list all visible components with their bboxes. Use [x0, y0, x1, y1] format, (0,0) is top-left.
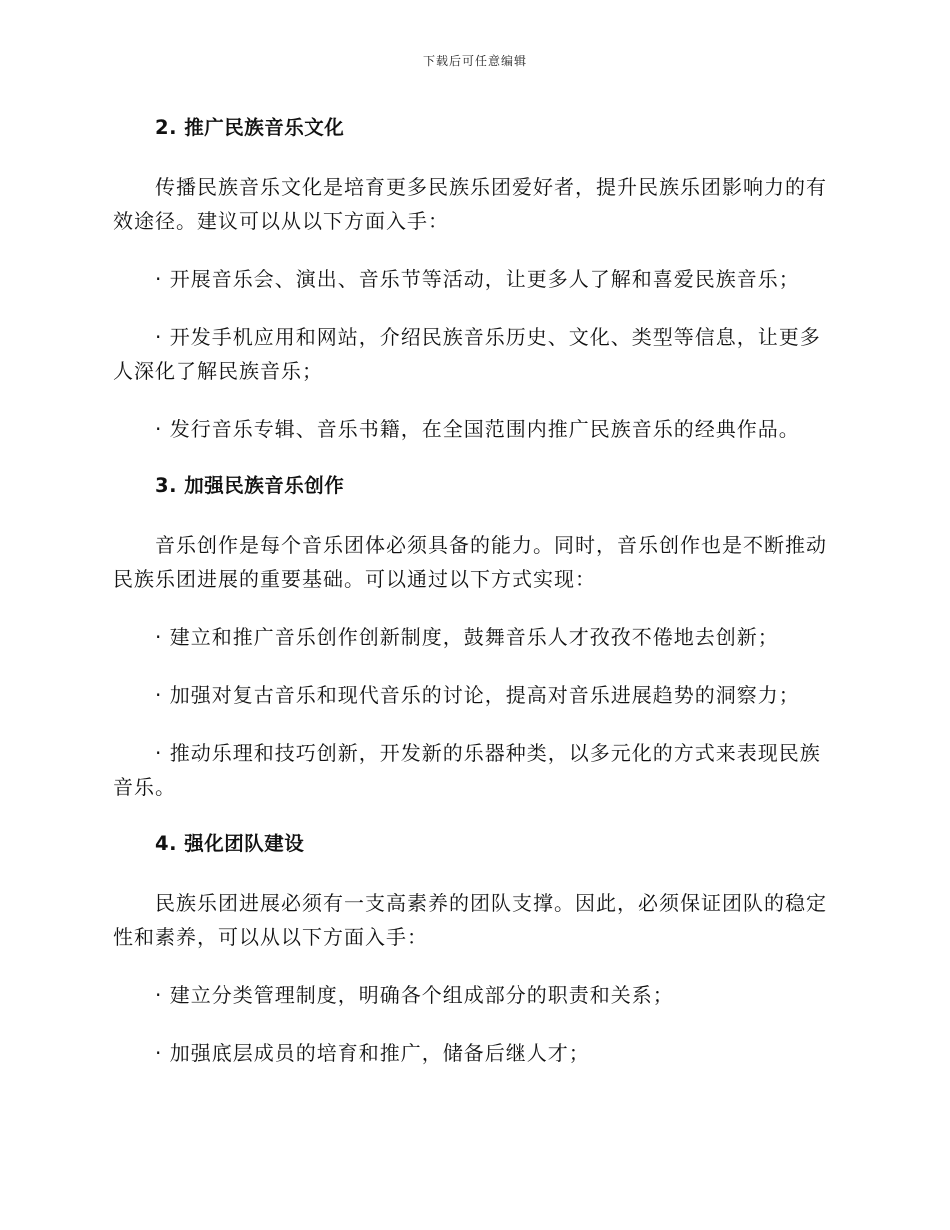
page-header: 下载后可任意编辑: [422, 54, 527, 68]
section-intro: 传播民族音乐文化是培育更多民族乐团爱好者，提升民族乐团影响力的有效途径。建议可以从以下方面入手：: [113, 175, 827, 233]
bullet-item: · 推动乐理和技巧创新，开发新的乐器种类，以多元化的方式来表现民族音乐。: [113, 741, 821, 799]
bullet-item: · 加强对复古音乐和现代音乐的讨论，提高对音乐进展趋势的洞察力；: [155, 683, 800, 707]
section-heading: 2. 推广民族音乐文化: [155, 116, 345, 139]
bullet-item: · 建立分类管理制度，明确各个组成部分的职责和关系；: [155, 983, 674, 1007]
bullet-item: · 发行音乐专辑、音乐书籍，在全国范围内推广民族音乐的经典作品。: [155, 417, 800, 441]
bullet-item: · 建立和推广音乐创作创新制度，鼓舞音乐人才孜孜不倦地去创新；: [155, 625, 779, 649]
section-music-creation: [113, 470, 833, 804]
section-intro: 音乐创作是每个音乐团体必须具备的能力。同时，音乐创作也是不断推动民族乐团进展的重要基础。可以通过以下方式实现：: [113, 533, 827, 591]
section-heading: 4. 强化团队建设: [155, 832, 305, 855]
document-body: [113, 112, 833, 1094]
section-team-building: [113, 828, 833, 1070]
section-heading: 3. 加强民族音乐创作: [155, 474, 345, 497]
bullet-item: · 加强底层成员的培育和推广，储备后继人才；: [155, 1041, 590, 1065]
section-intro: 民族乐团进展必须有一支高素养的团队支撑。因此，必须保证团队的稳定性和素养，可以从以下方面入手：: [113, 891, 827, 949]
bullet-item: · 开展音乐会、演出、音乐节等活动，让更多人了解和喜爱民族音乐；: [155, 267, 800, 291]
bullet-item: · 开发手机应用和网站，介绍民族音乐历史、文化、类型等信息，让更多人深化了解民族音乐；: [113, 325, 821, 383]
section-promote-culture: [113, 112, 833, 446]
